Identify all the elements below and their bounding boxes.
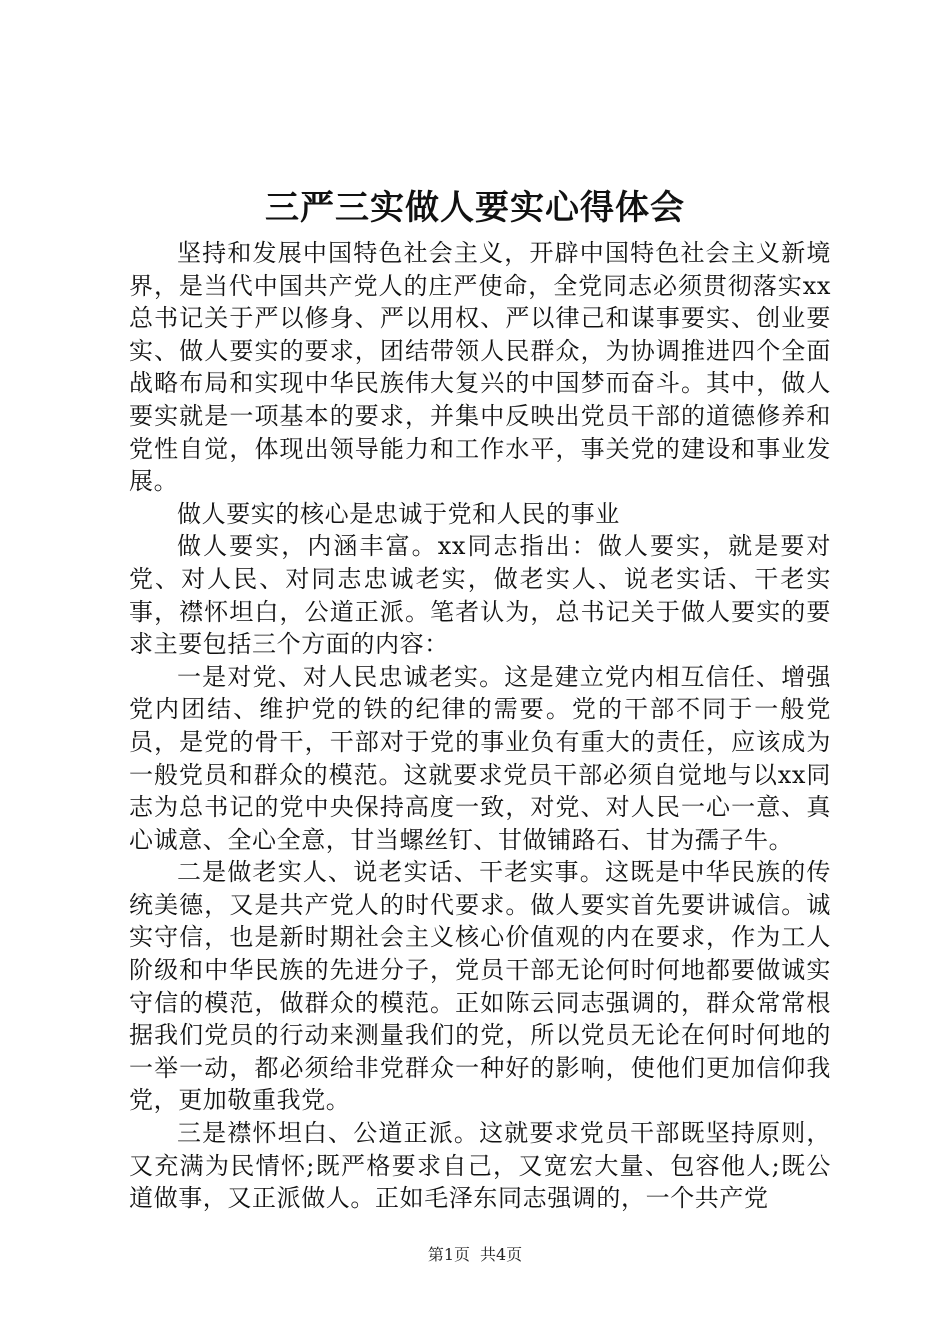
page-total: 共4页	[480, 1245, 523, 1264]
page-footer	[0, 1244, 950, 1266]
paragraph-connotation: 做人要实，内涵丰富。xx同志指出：做人要实，就是要对党、对人民、对同志忠诚老实，做老实人、说老实话、干老实事，襟怀坦白，公道正派。笔者认为，总书记关于做人要实的要求主要包括三个方面的内容：	[129, 532, 831, 659]
paragraph-heading-core: 做人要实的核心是忠诚于党和人民的事业	[177, 499, 620, 528]
paragraph-point-one: 一是对党、对人民忠诚老实。这是建立党内相互信任、增强党内团结、维护党的铁的纪律的需要。党的干部不同于一般党员，是党的骨干，干部对于党的事业负有重大的责任，应该成为一般党员和群众的模范。这就要求党员干部必须自觉地与以xx同志为总书记的党中央保持高度一致，对党、对人民一心一意、真心诚意、全心全意，甘当螺丝钉、甘做铺路石、甘为孺子牛。	[129, 662, 831, 854]
paragraph-point-two: 二是做老实人、说老实话、干老实事。这既是中华民族的传统美德，又是共产党人的时代要求。做人要实首先要讲诚信。诚实守信，也是新时期社会主义核心价值观的内在要求，作为工人阶级和中华民族的先进分子，党员干部无论何时何地都要做诚实守信的模范，做群众的模范。正如陈云同志强调的，群众常常根据我们党员的行动来测量我们的党，所以党员无论在何时何地的一举一动，都必须给非党群众一种好的影响，使他们更加信仰我党，更加敬重我党。	[129, 858, 831, 1115]
document-title: 三严三实做人要实心得体会	[265, 188, 685, 228]
paragraph-intro: 坚持和发展中国特色社会主义，开辟中国特色社会主义新境界，是当代中国共产党人的庄严使命，全党同志必须贯彻落实xx总书记关于严以修身、严以用权、严以律己和谋事要实、创业要实、做人要实的要求，团结带领人民群众，为协调推进四个全面战略布局和实现中华民族伟大复兴的中国梦而奋斗。其中，做人要实就是一项基本的要求，并集中反映出党员干部的道德修养和党性自觉，体现出领导能力和工作水平，事关党的建设和事业发展。	[129, 239, 831, 496]
document-body	[129, 237, 831, 1215]
page-number: 第1页	[427, 1245, 470, 1264]
paragraph-point-three: 三是襟怀坦白、公道正派。这就要求党员干部既坚持原则，又充满为民情怀;既严格要求自己，又宽宏大量、包容他人;既公道做事，又正派做人。正如毛泽东同志强调的，一个共产党	[129, 1119, 831, 1213]
